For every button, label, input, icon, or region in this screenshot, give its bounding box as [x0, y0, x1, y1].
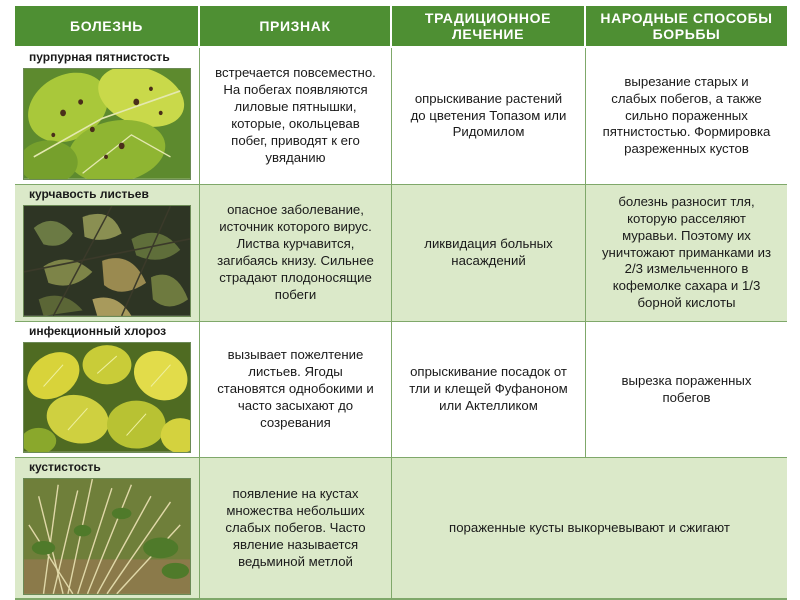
- symptom-text: вызывает пожелтение листьев. Ягоды становятся однобокими и часто засыхают до созревания: [217, 347, 374, 430]
- header-symptom: ПРИЗНАК: [200, 6, 392, 48]
- disease-name: пурпурная пятнистость: [29, 50, 170, 64]
- symptom-cell: [200, 185, 392, 322]
- disease-cell-purple-spot: [15, 48, 200, 185]
- disease-name: кустистость: [29, 460, 101, 474]
- symptom-cell: [200, 458, 392, 600]
- folk-cell: [586, 185, 787, 322]
- symptom-cell: [200, 322, 392, 458]
- folk-text: вырезание старых и слабых побегов, а также сильно пораженных пятнистостью. Формировка разреженных кустов: [602, 73, 771, 157]
- folk-text: болезнь разносит тля, которую расселяют муравьи. Поэтому их уничтожают приманками из 2/3 измельченного в кофемолке сахара и 1/3 борной кислоты: [601, 193, 772, 311]
- header-folk-methods: НАРОДНЫЕ СПОСОБЫ БОРЬБЫ: [586, 6, 787, 48]
- folk-cell: [586, 322, 787, 458]
- symptom-text: опасное заболевание, источник которого вирус. Листва курчавится, загибаясь книзу. Сильнее страдают плодоносящие побеги: [217, 202, 374, 302]
- merged-treatment-text: пораженные кусты выкорчевывают и сжигают: [449, 520, 730, 536]
- symptom-text: встречается повсеместно. На побегах появляются лиловые пятнышки, которые, окольцевав побег, приводят к его увяданию: [215, 65, 376, 165]
- disease-cell-leaf-curl: [15, 185, 200, 322]
- traditional-text: опрыскивание растений до цветения Топазом или Ридомилом: [410, 90, 567, 140]
- folk-cell: [586, 48, 787, 185]
- disease-name: инфекционный хлороз: [29, 324, 167, 338]
- disease-table: [15, 6, 787, 600]
- traditional-text: опрыскивание посадок от тли и клещей Фуфаноном или Актелликом: [409, 364, 568, 413]
- traditional-cell: [392, 48, 586, 185]
- traditional-cell: [392, 185, 586, 322]
- disease-name: курчавость листьев: [29, 187, 149, 201]
- folk-text: вырезка пораженных побегов: [621, 372, 752, 405]
- disease-cell-bushiness: [15, 458, 200, 600]
- symptom-cell: [200, 48, 392, 185]
- header-traditional-treatment: ТРАДИЦИОННОЕ ЛЕЧЕНИЕ: [392, 6, 586, 48]
- chlorosis-leaves-photo: [23, 342, 191, 453]
- curled-leaves-photo: [23, 205, 191, 317]
- purple-spot-leaf-photo: [23, 68, 191, 180]
- merged-treatment-cell: [392, 458, 787, 600]
- symptom-text: появление на кустах множества небольших слабых побегов. Часто явление называется ведьминой метлой: [225, 486, 366, 569]
- traditional-cell: [392, 322, 586, 458]
- witches-broom-bush-photo: [23, 478, 191, 595]
- traditional-text: ликвидация больных насаждений: [424, 236, 553, 268]
- header-disease: БОЛЕЗНЬ: [15, 6, 200, 48]
- disease-cell-chlorosis: [15, 322, 200, 458]
